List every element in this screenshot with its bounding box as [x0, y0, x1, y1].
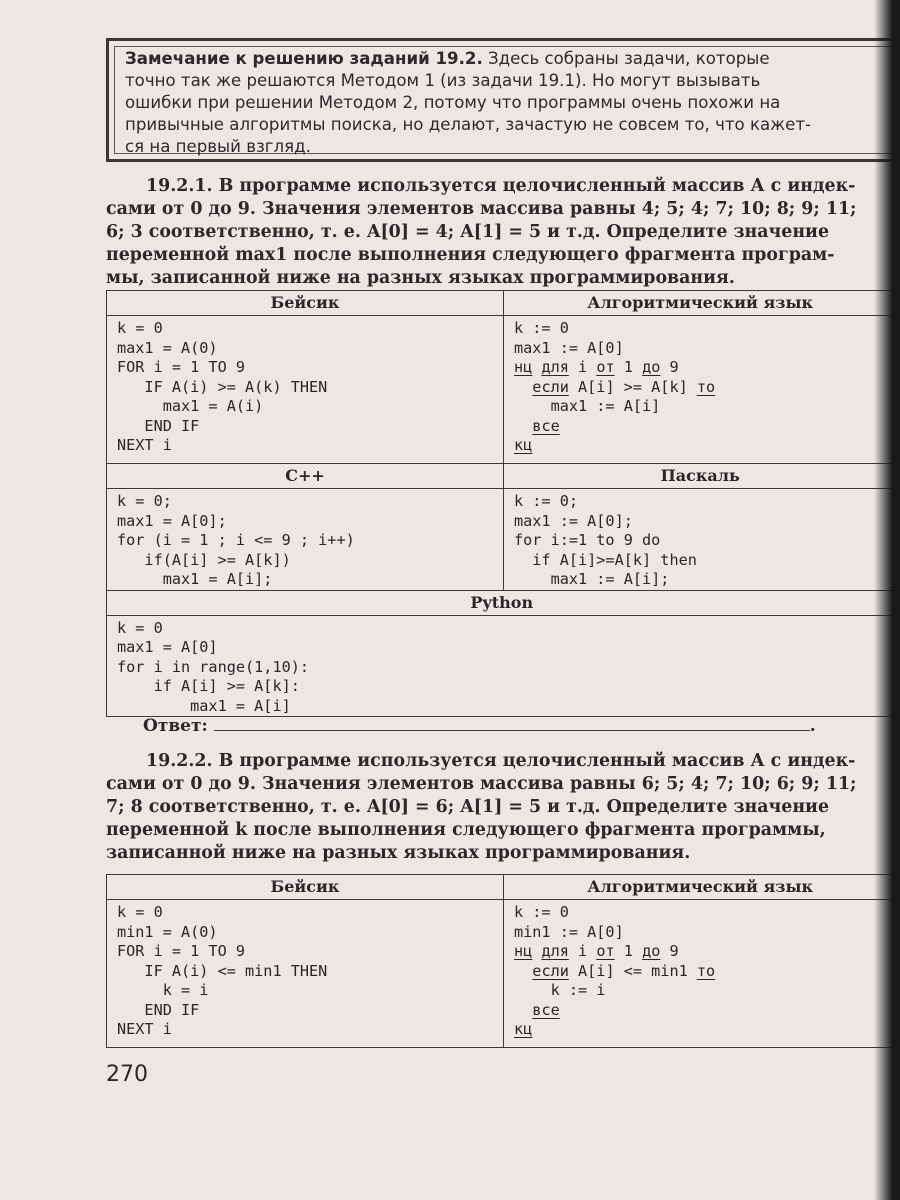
code-algo: k := 0 max1 := A[0] нц для i от 1 до 9 если A[i] >= A[k] то max1 := A[i] все кц	[504, 316, 897, 464]
task2-line-1: 19.2.2. В программе используется целочисленный массив А с индек-	[146, 751, 856, 771]
code-cpp: k = 0; max1 = A[0]; for (i = 1 ; i <= 9 ; i++) if(A[i] >= A[k]) max1 = A[i];	[107, 489, 504, 591]
answer-row	[143, 716, 816, 736]
task2-code-algo: k := 0 min1 := A[0] нц для i от 1 до 9 если A[i] <= min1 то k := i все кц	[504, 900, 897, 1048]
answer-blank	[214, 716, 810, 731]
header-basic: Бейсик	[107, 291, 504, 316]
code-python: k = 0 max1 = A[0] for i in range(1,10): if A[i] >= A[k]: max1 = A[i]	[107, 615, 897, 717]
task2-line-2: сами от 0 до 9. Значения элементов массива равны 6; 5; 4; 7; 10; 6; 9; 11;	[106, 774, 857, 794]
header-algo: Алгоритмический язык	[504, 291, 897, 316]
task1-line-4: переменной max1 после выполнения следующего фрагмента програм-	[106, 245, 835, 265]
answer-end: .	[809, 716, 816, 736]
remark-title: Замечание к решению заданий 19.2.	[125, 49, 483, 68]
task2-line-5: записанной ниже на разных языках программирования.	[106, 843, 691, 863]
remark-line-5: ся на первый взгляд.	[125, 137, 311, 156]
remark-text: Здесь собраны задачи, которые	[482, 49, 770, 68]
remark-line-1	[125, 48, 896, 70]
remark-line-4: привычные алгоритмы поиска, но делают, зачастую не совсем то, что кажет-	[125, 115, 811, 134]
task-19-2-1-statement	[106, 175, 896, 290]
header-cpp: С++	[107, 464, 504, 489]
task2-header-algo: Алгоритмический язык	[504, 875, 897, 900]
task2-code-table	[106, 874, 897, 1048]
answer-label: Ответ:	[143, 716, 208, 736]
task1-line-5: мы, записанной ниже на разных языках программирования.	[106, 268, 735, 288]
task2-header-basic: Бейсик	[107, 875, 504, 900]
remark-line-2: точно так же решаются Методом 1 (из задачи 19.1). Но могут вызывать	[125, 71, 761, 90]
task2-line-4: переменной k после выполнения следующего фрагмента программы,	[106, 820, 826, 840]
task-19-2-2-statement	[106, 750, 896, 865]
code-basic: k = 0 max1 = A(0) FOR i = 1 TO 9 IF A(i) >= A(k) THEN max1 = A(i) END IF NEXT i	[107, 316, 504, 464]
page-edge-shadow	[874, 0, 900, 1200]
header-pascal: Паскаль	[504, 464, 897, 489]
task1-line-1: 19.2.1. В программе используется целочисленный массив А с индек-	[146, 176, 856, 196]
task1-code-table	[106, 290, 897, 717]
remark-line-3: ошибки при решении Методом 2, потому что программы очень похожи на	[125, 93, 781, 112]
page-number: 270	[106, 1062, 148, 1087]
task2-line-3: 7; 8 соответственно, т. е. A[0] = 6; A[1] = 5 и т.д. Определите значение	[106, 797, 830, 817]
remark-box	[106, 38, 896, 162]
header-python: Python	[107, 590, 897, 615]
task2-code-basic: k = 0 min1 = A(0) FOR i = 1 TO 9 IF A(i) <= min1 THEN k = i END IF NEXT i	[107, 900, 504, 1048]
code-pascal: k := 0; max1 := A[0]; for i:=1 to 9 do if A[i]>=A[k] then max1 := A[i];	[504, 489, 897, 591]
task1-line-3: 6; 3 соответственно, т. е. A[0] = 4; A[1] = 5 и т.д. Определите значение	[106, 222, 830, 242]
task1-line-2: сами от 0 до 9. Значения элементов массива равны 4; 5; 4; 7; 10; 8; 9; 11;	[106, 199, 857, 219]
